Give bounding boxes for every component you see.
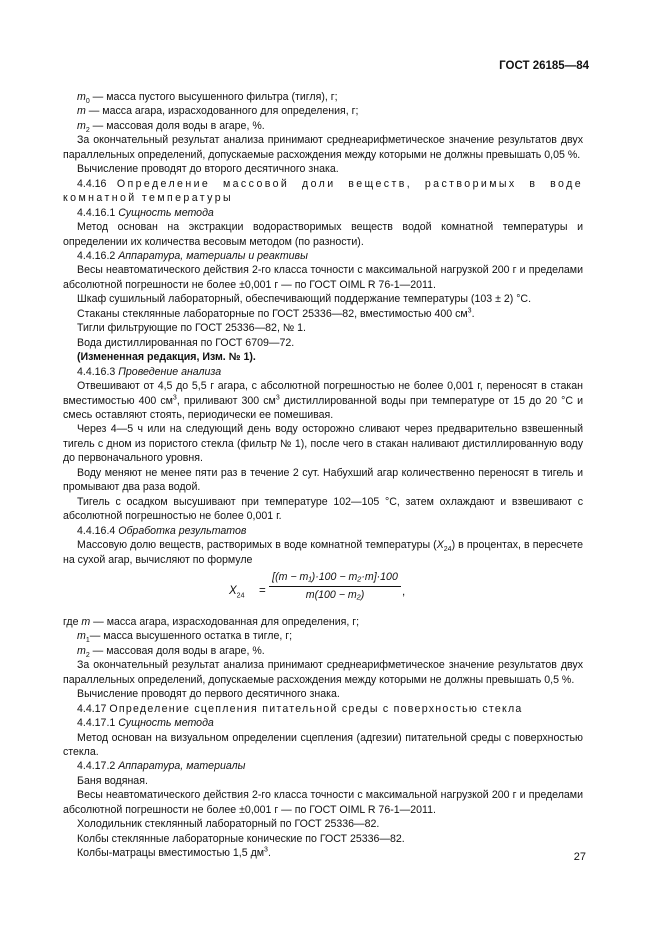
- paragraph: За окончательный результат анализа принимают среднеарифметическое значение результатов двух параллельных определений, допускаемые расхождения между которыми не должны превышать 0,05 %.: [63, 134, 583, 161]
- variable-definition: $m_2$ — массовая доля воды в агаре, %.: [77, 119, 265, 135]
- paragraph: За окончательный результат анализа принимают среднеарифметическое значение результатов двух параллельных определений, допускаемые расхождения между которыми не должны превышать 0,5 %.: [63, 659, 583, 686]
- formula-equals: =: [259, 584, 266, 597]
- section-heading: 4.4.17 Определение сцепления питательной среды с поверхностью стекла: [77, 702, 523, 715]
- paragraph: Метод основан на визуальном определении сцепления (адгезии) питательной среды с поверхностью стекла.: [63, 731, 583, 759]
- paragraph: Метод основан на экстракции водорастворимых веществ водой комнатной температуры и определении их количества весовым методом (по разности).: [63, 221, 583, 248]
- paragraph: Отвешивают от 4,5 до 5,5 г агара, с абсолютной погрешностью не более 0,001 г, переносят в стакан вместимостью 400 $см^3$, приливают 300 $см^3$ дистиллированной воды при температуре от 15 до 20 °С и смесь оставляют стоять, периодически ее помешивая.: [63, 380, 583, 421]
- page-number: 27: [573, 851, 586, 863]
- paragraph: Через 4—5 ч или на следующий день воду осторожно сливают через предварительно взвешенный тигель с дном из пористого стекла (фильтр № 1), после чего в стакан наливают дистиллированную воду до первоначального уровня.: [63, 423, 583, 465]
- paragraph: Весы неавтоматического действия 2-го класса точности с максимальной нагрузкой 200 г и пределами абсолютной погрешности не более ±0,001 г — по ГОСТ OIML R 76-1—2011.: [63, 789, 583, 816]
- variable: m: [77, 119, 86, 132]
- subsection-heading: 4.4.16.3 Проведение анализа: [77, 365, 222, 378]
- variable-definition: $m_1—$ масса высушенного остатка в тигле, г;: [77, 630, 293, 645]
- standard-code: ГОСТ 26185—84: [499, 60, 589, 72]
- paragraph: Колбы стеклянные лабораторные конические по ГОСТ 25336—82.: [77, 832, 405, 845]
- document-body: [63, 90, 583, 861]
- subsection-heading: 4.4.16.2 Аппаратура, материалы и реактивы: [77, 249, 308, 262]
- paragraph: Тигли фильтрующие по ГОСТ 25336—82, № 1.: [77, 322, 306, 335]
- section-heading: 4.4.16 Определение массовой доли веществ, растворимых в воде комнатной температуры: [63, 177, 583, 205]
- subsection-heading: 4.4.16.1 Сущность метода: [77, 206, 214, 219]
- paragraph: Колбы-матрацы вместимостью 1,5 $дм^3$.: [77, 846, 271, 860]
- variable: m: [77, 105, 86, 118]
- paragraph: Вычисление проводят до второго десятичного знака.: [77, 163, 339, 176]
- paragraph: Весы неавтоматического действия 2-го класса точности с максимальной нагрузкой 200 г и пределами абсолютной погрешности не более ±0,001 г — по ГОСТ OIML R 76-1—2011.: [63, 264, 583, 291]
- subsection-heading: 4.4.17.1 Сущность метода: [77, 717, 214, 730]
- variable: m: [77, 91, 86, 103]
- variable-definition: где m — масса агара, израсходованная для определения, г;: [63, 615, 360, 628]
- formula-lhs: $X_{24}$: [229, 584, 245, 600]
- paragraph: Воду меняют не менее пяти раз в течение 2 сут. Набухший агар количественно переносят в тигель и промывают два раза водой.: [63, 466, 583, 494]
- variable-definition: $m_2$ — массовая доля воды в агаре, %.: [77, 644, 265, 659]
- formula-denominator: m(100 − m₂): [305, 589, 365, 602]
- variable-definition: m — масса агара, израсходованного для определения, г;: [77, 105, 359, 118]
- formula-fraction: [269, 570, 401, 603]
- paragraph: Баня водяная.: [77, 774, 148, 787]
- paragraph: Массовую долю веществ, растворимых в воде комнатной температуры $(X_{24})$ в процентах, в пересчете на сухой агар, вычисляют по формуле: [63, 539, 583, 566]
- paragraph: Стаканы стеклянные лабораторные по ГОСТ 25336—82, вместимостью 400 $см^3$.: [77, 307, 475, 320]
- paragraph: Вычисление проводят до первого десятичного знака.: [77, 688, 340, 701]
- formula: [63, 570, 583, 612]
- formula-comma: ,: [402, 585, 406, 598]
- subsection-heading: 4.4.17.2 Аппаратура, материалы: [77, 760, 246, 773]
- revision-note: (Измененная редакция, Изм. № 1).: [77, 351, 256, 364]
- paragraph: Холодильник стеклянный лабораторный по ГОСТ 25336—82.: [77, 818, 380, 831]
- paragraph: Тигель с осадком высушивают при температуре 102—105 °С, затем охлаждают и взвешивают с абсолютной погрешностью не более 0,001 г.: [63, 495, 583, 523]
- formula-numerator: [(m − m₁)·100 − m₂·m]·100: [272, 570, 398, 583]
- paragraph: Вода дистиллированная по ГОСТ 6709—72.: [77, 336, 295, 349]
- paragraph: Шкаф сушильный лабораторный, обеспечивающий поддержание температуры (103 ± 2) °С.: [77, 293, 532, 306]
- variable-definition: $m_0$ — масса пустого высушенного фильтра (тигля), г;: [77, 91, 338, 106]
- subsection-heading: 4.4.16.4 Обработка результатов: [77, 524, 247, 537]
